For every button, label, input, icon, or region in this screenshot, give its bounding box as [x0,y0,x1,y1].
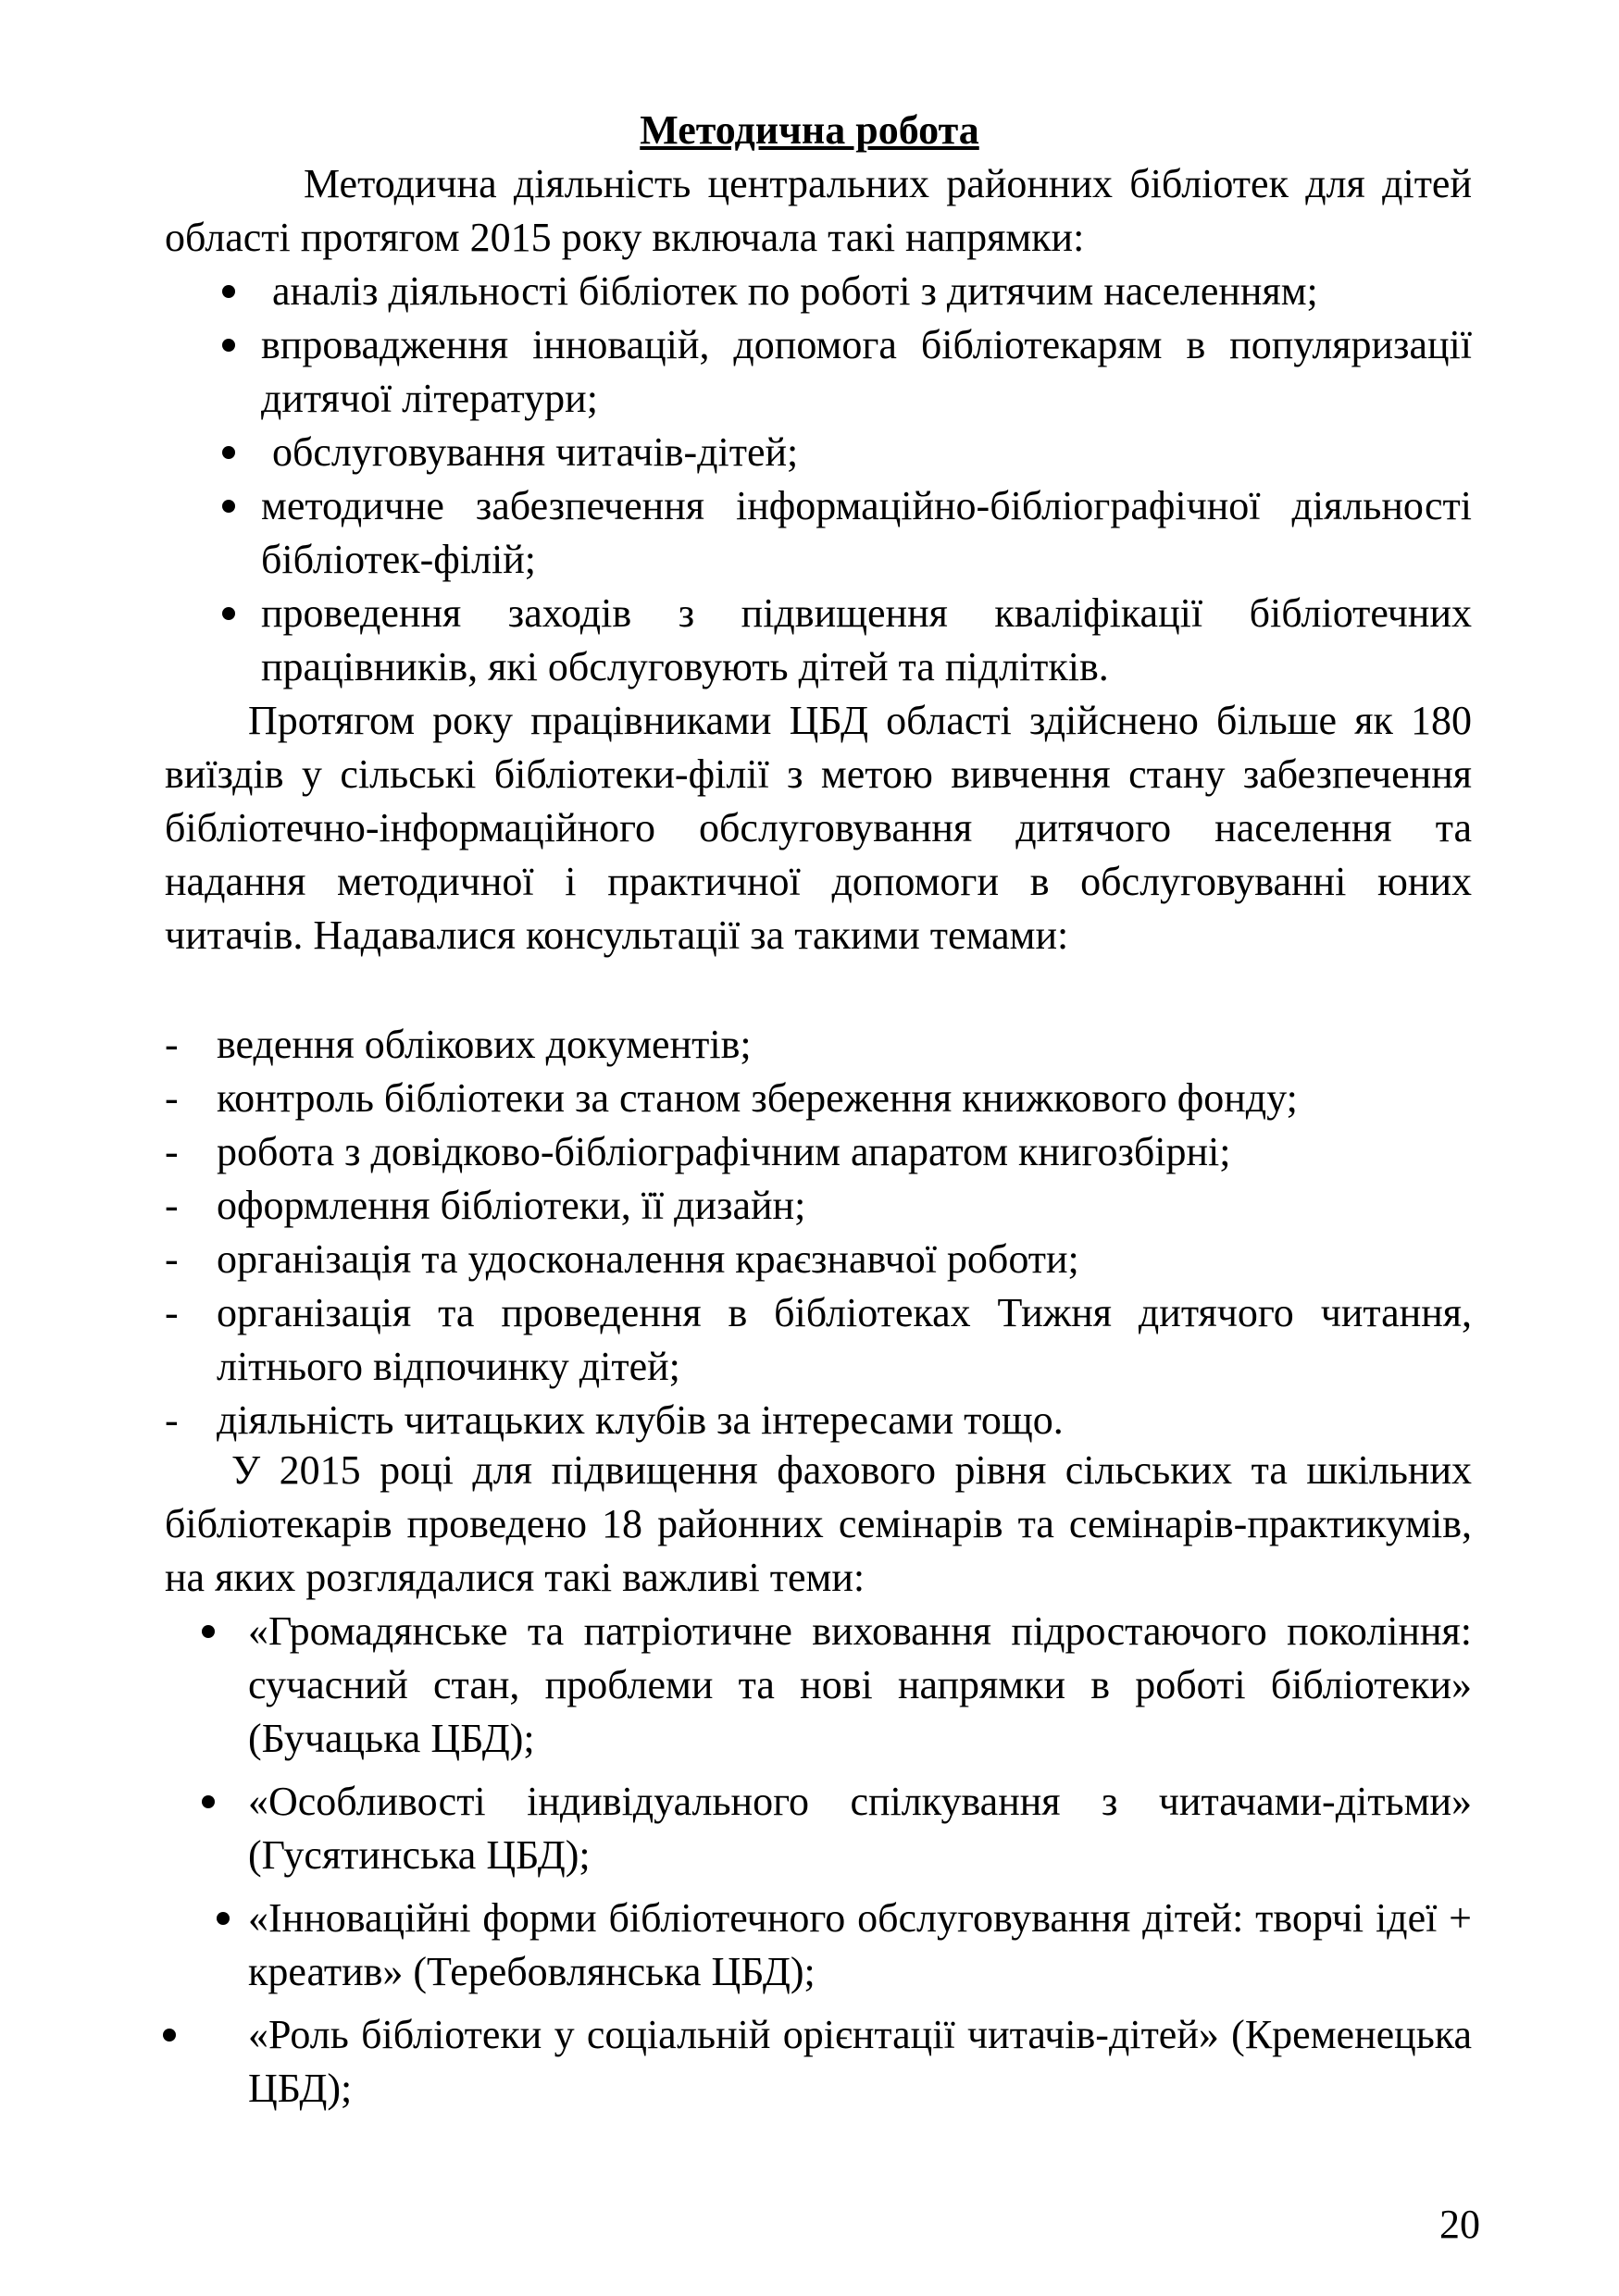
bullet-icon [222,285,235,298]
seminars-paragraph: У 2015 році для підвищення фахового рівня сільських та шкільних бібліотекарів проведено 18 районних семінарів та семінарів-практикумів, на яких розглядалися такі важливі теми: [165,1447,1472,1600]
directions-list [215,265,1472,694]
bullet-icon [163,2029,176,2042]
dash-marker: - [165,1075,179,1121]
list-item: - робота з довідково-бібліографічним апаратом книгозбірні; [165,1125,1472,1179]
page-title: Методична робота [640,107,979,153]
bullet-icon [222,607,235,620]
list-item: проведення заходів з підвищення кваліфікації бібліотечних працівників, які обслуговують дітей та підлітків. [215,587,1472,694]
list-item: - ведення облікових документів; [165,1018,1472,1072]
list-item: «Роль бібліотеки у соціальній орієнтації читачів-дітей» (Кременецька ЦБД); [165,2008,1472,2116]
bullet-icon [222,500,235,513]
dash-marker: - [165,1397,179,1443]
list-item: аналіз діяльності бібліотек по роботі з дитячим населенням; [215,265,1472,318]
visits-paragraph: Протягом року працівниками ЦБД області здійснено більше як 180 виїздів у сільські бібліотеки-філії з метою вивчення стану забезпечення бібліотечно-інформаційного обслуговування дитячого населення та надання методичної і практичної допомоги в обслуговуванні юних читачів. Надавалися консультації за такими темами: [165,698,1472,958]
list-item: - організація та удосконалення краєзнавчої роботи; [165,1233,1472,1286]
list-item: - діяльність читацьких клубів за інтересами тощо. [165,1394,1472,1447]
dash-marker: - [165,1290,179,1335]
page-number: 20 [1439,2202,1480,2247]
list-item: «Інноваційні форми бібліотечного обслуговування дітей: творчі ідеї + креатив» (Теребовлянська ЦБД); [165,1892,1472,1999]
seminar-topics-list [165,1605,1472,2116]
dash-marker: - [165,1236,179,1282]
bullet-icon [202,1795,215,1808]
list-item: - контроль бібліотеки за станом збереження книжкового фонду; [165,1072,1472,1125]
bullet-icon [222,339,235,352]
dash-marker: - [165,1129,179,1174]
intro-paragraph: Методична діяльність центральних районних бібліотек для дітей області протягом 2015 року включала такі напрямки: [165,161,1472,260]
list-item: - організація та проведення в бібліотеках Тижня дитячого читання, літнього відпочинку дітей; [165,1286,1472,1394]
list-item: «Особливості індивідуального спілкування з читачами-дітьми» (Гусятинська ЦБД); [165,1775,1472,1882]
dash-marker: - [165,1183,179,1228]
bullet-icon [222,446,235,459]
bullet-icon [202,1625,215,1638]
list-item: впровадження інновацій, допомога бібліотекарям в популяризації дитячої літератури; [215,318,1472,426]
list-item: методичне забезпечення інформаційно-бібліографічної діяльності бібліотек-філій; [215,479,1472,587]
consultation-topics-list [165,1018,1472,1447]
list-item: «Громадянське та патріотичне виховання підростаючого покоління: сучасний стан, проблеми та нові напрямки в роботі бібліотеки» (Бучацька ЦБД); [165,1605,1472,1766]
dash-marker: - [165,1022,179,1067]
bullet-icon [217,1912,230,1925]
list-item: - оформлення бібліотеки, її дизайн; [165,1179,1472,1233]
list-item: обслуговування читачів-дітей; [215,426,1472,479]
